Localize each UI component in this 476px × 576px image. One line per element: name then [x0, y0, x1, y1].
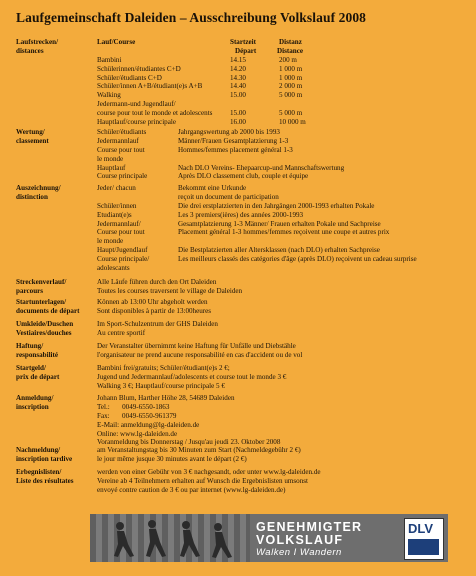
- item-description: Les 3 premiers(ières) des années 2000-1993: [178, 210, 304, 219]
- approved-run-banner: [90, 514, 448, 562]
- text-line: Jugend und Jedermannlauf/adolescents et course tout le monde 3 €: [97, 372, 287, 381]
- col-start: Startzeit: [230, 38, 256, 46]
- section-label: Erbegnislisten/ Liste des résultates: [16, 468, 74, 485]
- course-name: Bambini: [97, 55, 122, 64]
- distance-value: 10 000 m: [279, 118, 306, 127]
- text-line: le jour même jusque 30 minutes avant le départ (2 €): [97, 454, 247, 463]
- dlv-logo-bar: [408, 539, 439, 555]
- distinction-rows: [97, 184, 470, 273]
- text-line: Johann Blum, Harther Höhe 28, 54689 Daleiden: [97, 394, 235, 402]
- item-category: Course principale: [97, 172, 148, 181]
- course-name: Jedermann-und Jugendlauf/: [97, 100, 176, 109]
- banner-line-approved: GENEHMIGTER: [256, 520, 363, 534]
- item-category: Schüler/étudiants: [97, 128, 147, 136]
- text-line: Sont disponibles à partir de 13:00heures: [97, 306, 212, 315]
- section-text: [97, 298, 470, 316]
- start-time: 15.00: [230, 109, 246, 118]
- text-line: Im Sport-Schulzentrum der GHS Daleiden: [97, 320, 218, 328]
- banner-line-walking: Walken I Wandern: [256, 547, 342, 558]
- text-line: werden von einer Gebühr von 3 € nachgesandt, oder unter www.lg-daleiden.de: [97, 468, 321, 476]
- item-description: Placement général 1-3 hommes/femmes reçoivent une coupe et autres prix: [178, 228, 390, 237]
- section-label: Umkleide/Duschen Vestiaires/douches: [16, 320, 74, 337]
- distance-value: 1 000 m: [279, 73, 303, 82]
- item-description: Hommes/femmes placement général 1-3: [178, 145, 293, 154]
- dlv-logo: [404, 518, 444, 560]
- item-description: reçoit un document de participation: [178, 192, 279, 201]
- item-category: Haupt/Jugendlauf: [97, 246, 148, 255]
- col-distanz: Distanz: [279, 38, 302, 46]
- section-text: [97, 278, 470, 296]
- text-line: Vereine ab 4 Teilnehmern erhalten auf Wunsch die Ergebnislisten umsonst: [97, 476, 308, 485]
- text-line: Walking 3 €; Hauptlauf/course principale 5 €: [97, 381, 225, 390]
- section-text: [97, 394, 470, 447]
- distances-table: [97, 38, 470, 127]
- section-text: [97, 468, 470, 495]
- page-title: Laufgemeinschaft Daleiden – Ausschreibung Volkslauf 2008: [16, 10, 367, 25]
- table-row: [97, 109, 470, 118]
- text-line: Au centre sportif: [97, 328, 146, 337]
- section-label: Startunterlagen/ documents de départ: [16, 298, 80, 315]
- text-line: Toutes les courses traversent le village de Daleiden: [97, 286, 243, 295]
- item-description: Après DLO classement club, couple et équipe: [178, 172, 309, 181]
- section-label: Streckenverlauf/ parcours: [16, 278, 67, 295]
- table-row: [97, 91, 470, 100]
- item-description: Nach DLO Vereins- Ehepaarcup-und Mannschaftswertung: [178, 163, 345, 172]
- dlv-logo-text: DLV: [408, 521, 434, 536]
- section-label: Startgeld/ prix de départ: [16, 364, 60, 381]
- table-header: [97, 38, 470, 47]
- list-item: [97, 184, 470, 193]
- section-label: Anmeldung/ inscription: [16, 394, 54, 411]
- course-name: Walking: [97, 91, 121, 100]
- col-depart: Départ: [235, 46, 257, 55]
- runners-silhouette-icon: [90, 514, 250, 562]
- col-distance: Distance: [277, 46, 304, 55]
- list-item: [97, 264, 470, 273]
- item-category: Schüler/innen: [97, 201, 137, 210]
- distance-value: 2 000 m: [279, 82, 303, 91]
- item-description: Bekommt eine Urkunde: [178, 184, 247, 192]
- text-line: E-Mail: anmeldung@lg-daleiden.de: [97, 420, 200, 429]
- ranking-rows: [97, 128, 470, 181]
- list-item: [97, 193, 470, 202]
- course-name: Hauptlauf/course principale: [97, 118, 176, 127]
- distance-value: 200 m: [279, 55, 297, 64]
- item-category: Hauptlauf: [97, 163, 126, 172]
- start-time: 14.15: [230, 55, 246, 64]
- item-description: Gesamtplatzierung 1-3 Männer/ Frauen erhalten Pokale und Sachpreise: [178, 219, 381, 228]
- item-category: le monde: [97, 237, 124, 246]
- course-name: Schüler/étudiants C+D: [97, 73, 162, 82]
- list-item: [97, 137, 470, 146]
- section-text: [97, 364, 470, 391]
- item-category: Etudiant(e)s: [97, 210, 132, 219]
- banner-line-volkslauf: VOLKSLAUF: [256, 533, 344, 547]
- table-row: [97, 100, 470, 109]
- start-time: 14.20: [230, 64, 246, 73]
- list-item: [97, 164, 470, 173]
- col-course: Lauf/Course: [97, 38, 136, 46]
- section-label: Laufstrecken/ distances: [16, 38, 59, 55]
- item-category: adolescants: [97, 264, 130, 273]
- list-item: [97, 172, 470, 181]
- item-description: Les meilleurs classés des catégories d'âge (après DLO) reçoivent un cadeau surprise: [178, 255, 417, 264]
- distances-rows: [97, 56, 470, 127]
- table-row: [97, 118, 470, 127]
- item-category: Jedermannlauf/: [97, 219, 141, 228]
- item-category: le monde: [97, 154, 124, 163]
- list-item: [97, 155, 470, 164]
- course-name: Schüler/innen A+B/étudiant(e)s A+B: [97, 82, 203, 91]
- item-description: Männer/Frauen Gesamtplatzierung 1-3: [178, 136, 289, 145]
- section-label: Haftung/ responsabilité: [16, 342, 59, 359]
- item-category: Course principale/: [97, 255, 150, 264]
- start-time: 14.40: [230, 82, 246, 91]
- table-row: [97, 65, 470, 74]
- text-line: Fax: 0049-6550-961379: [97, 411, 177, 420]
- start-time: 16.00: [230, 118, 246, 127]
- list-item: [97, 146, 470, 155]
- text-line: Können ab 13:00 Uhr abgeholt werden: [97, 298, 208, 306]
- section-text: [97, 342, 470, 360]
- list-item: [97, 220, 470, 229]
- course-name: Schülerinnen/étudiantes C+D: [97, 64, 181, 73]
- list-item: [97, 128, 470, 137]
- text-line: l'organisateur ne prend aucune responsabilité en cas d'accident ou de vol: [97, 350, 303, 359]
- list-item: [97, 237, 470, 246]
- distance-value: 1 000 m: [279, 64, 303, 73]
- list-item: [97, 202, 470, 211]
- list-item: [97, 246, 470, 255]
- text-line: Bambini frei/gratuits; Schüler/étudiant(e)s 2 €;: [97, 364, 230, 372]
- item-category: Course pour tout: [97, 145, 145, 154]
- text-line: Tel.: 0049-6550-1863: [97, 402, 170, 411]
- item-category: Jedermannlauf: [97, 136, 139, 145]
- start-time: 15.00: [230, 91, 246, 100]
- text-line: Voranmeldung bis Donnerstag / Jusqu'au jeudi 23. Oktober 2008: [97, 438, 281, 447]
- course-name: course pour tout le monde et adolescents: [97, 109, 213, 118]
- section-label: Nachmeldung/ inscription tardive: [16, 446, 73, 463]
- distance-value: 5 000 m: [279, 91, 303, 100]
- distance-value: 5 000 m: [279, 109, 303, 118]
- table-row: [97, 56, 470, 65]
- table-header-fr: [97, 47, 470, 56]
- list-item: [97, 228, 470, 237]
- section-label: Auszeichnung/ distinction: [16, 184, 61, 201]
- table-row: [97, 74, 470, 83]
- text-line: envoyé contre caution de 3 € ou par internet (www.lg-daleiden.de): [97, 485, 286, 494]
- section-text: [97, 446, 470, 464]
- item-description: Die Bestplatzierten aller Altersklassen (nach DLO) erhalten Sachpreise: [178, 246, 380, 255]
- section-label: Wertung/ classement: [16, 128, 49, 145]
- item-description: Jahrgangswertung ab 2000 bis 1993: [178, 128, 280, 136]
- text-line: am Veranstaltungstag bis 30 Minuten zum Start (Nachmeldegebühr 2 €): [97, 446, 301, 454]
- list-item: [97, 211, 470, 220]
- list-item: [97, 255, 470, 264]
- start-time: 14.30: [230, 73, 246, 82]
- text-line: Der Veranstalter übernimmt keine Haftung für Unfälle und Diebstähle: [97, 342, 296, 350]
- text-line: Alle Läufe führen durch den Ort Daleiden: [97, 278, 217, 286]
- table-row: [97, 82, 470, 91]
- item-category: Course pour tout: [97, 228, 145, 237]
- item-description: Die drei erstplatzierten in den Jahrgängen 2000-1993 erhalten Pokale: [178, 201, 375, 210]
- text-line: Online: www.lg-daleiden.de: [97, 429, 178, 438]
- item-category: Jeder/ chacun: [97, 184, 136, 192]
- section-text: [97, 320, 470, 338]
